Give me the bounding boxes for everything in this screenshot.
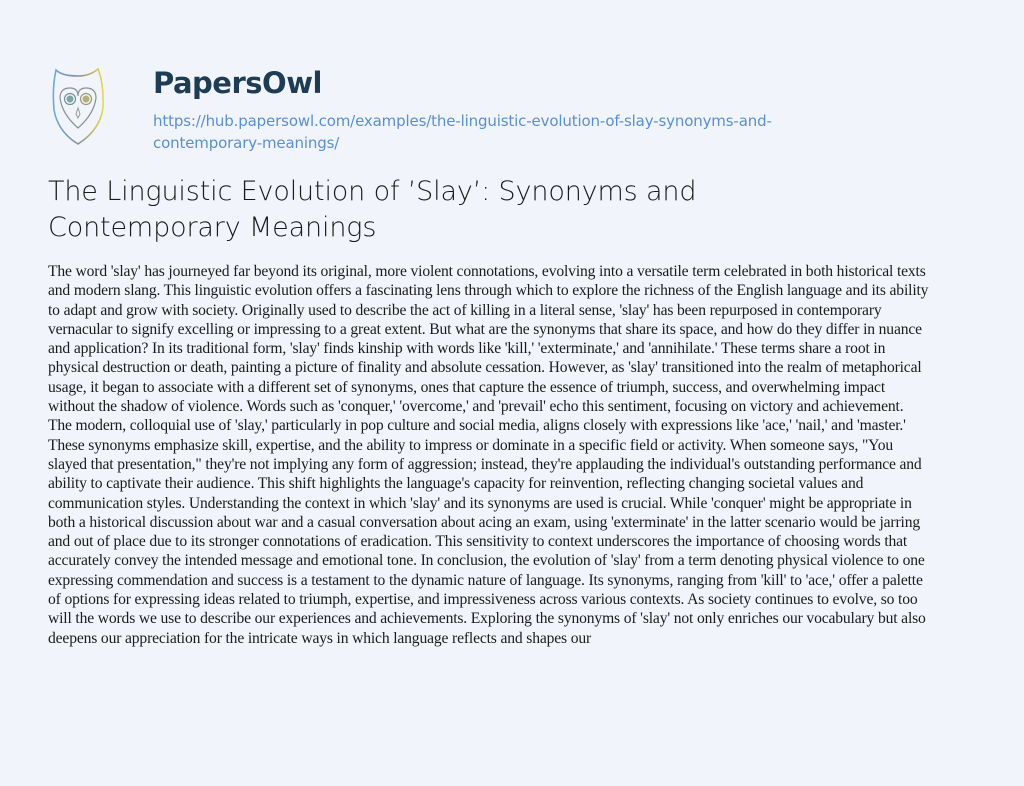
body-text-line: of options for expressing ideas related to triumph, expertise, and impressiveness across various contexts. As society continues to evolve, so too [48,591,918,609]
body-text-line: to adapt and grow with society. Originally used to describe the act of killing in a literal sense, 'slay' has been repurposed in contemporary [48,301,882,319]
url-line: https://hub.papersowl.com/examples/the-linguistic-evolution-of-slay-synonyms-and- [153,112,772,130]
body-text-line: ability to captivate their audience. This shift highlights the language's capacity for reinvention, reflecting changing societal values and [48,475,864,493]
body-text-line: communication styles. Understanding the context in which 'slay' and its synonyms are used is crucial. While 'conquer' might be appropriate in [48,494,912,512]
body-text-line: physical destruction or death, painting a picture of finality and absolute cessation. However, as 'slay' transitioned into the realm of metaphorical [48,359,922,377]
body-text-line: without the shadow of violence. Words such as 'conquer,' 'overcome,' and 'prevail' echo this sentiment, focusing on victory and achievement. [48,398,904,416]
body-text-line: expressing commendation and success is a testament to the dynamic nature of language. Its synonyms, ranging from 'kill' to 'ace,' offer a palette [48,571,923,589]
body-text-line: and application? In its traditional form, 'slay' finds kinship with words like 'kill,' 'exterminate,' and 'annihilate.' These terms share a root in [48,340,886,358]
body-text-line: vernacular to signify excelling or impressing to a great extent. But what are the synonyms that share its space, and how do they differ in nuance [48,320,922,338]
body-text-line: slayed that presentation," they're not implying any form of aggression; instead, they're applauding the individual's outstanding performance and [48,455,922,473]
papersowl-owl-logo-icon [50,64,106,148]
url-line: contemporary-meanings/ [153,134,340,152]
body-text-line: The modern, colloquial use of 'slay,' particularly in pop culture and social media, aligns closely with expressions like 'ace,' 'nail,' and 'master.' [48,417,906,435]
body-text-line: and modern slang. This linguistic evolution offers a fascinating lens through which to explore the richness of the English language and its ability [48,282,929,300]
source-url-link[interactable] [153,110,873,154]
body-text-line: usage, it began to associate with a different set of synonyms, ones that capture the essence of triumph, success, and overwhelming impact [48,378,886,396]
body-text-line: will the words we use to describe our experiences and achievements. Exploring the synonyms of 'slay' not only enriches our vocabulary but also [48,610,926,628]
page-title [48,174,808,246]
body-text-line: The word 'slay' has journeyed far beyond its original, more violent connotations, evolving into a versatile term celebrated in both historical texts [48,263,926,280]
body-text-line: and out of place due to its stronger connotations of eradication. This sensitivity to context underscores the importance of choosing words that [48,533,908,551]
body-text-line: accurately convey the intended message and emotional tone. In conclusion, the evolution of 'slay' from a term denoting physical violence to one [48,552,925,570]
body-text-line: These synonyms emphasize skill, expertise, and the ability to impress or dominate in a specific field or activity. When someone says, "You [48,436,894,454]
body-text-line: both a historical discussion about war and a casual conversation about acing an exam, using 'exterminate' in the latter scenario would be jarring [48,513,920,531]
body-text-line: deepens our appreciation for the intricate ways in which language reflects and shapes our [48,629,592,647]
title-line: The Linguistic Evolution of ’Slay’: Synonyms and [48,176,697,207]
article-body [48,262,1008,648]
title-line: Contemporary Meanings [48,212,377,243]
brand-name: PapersOwl [153,66,322,100]
